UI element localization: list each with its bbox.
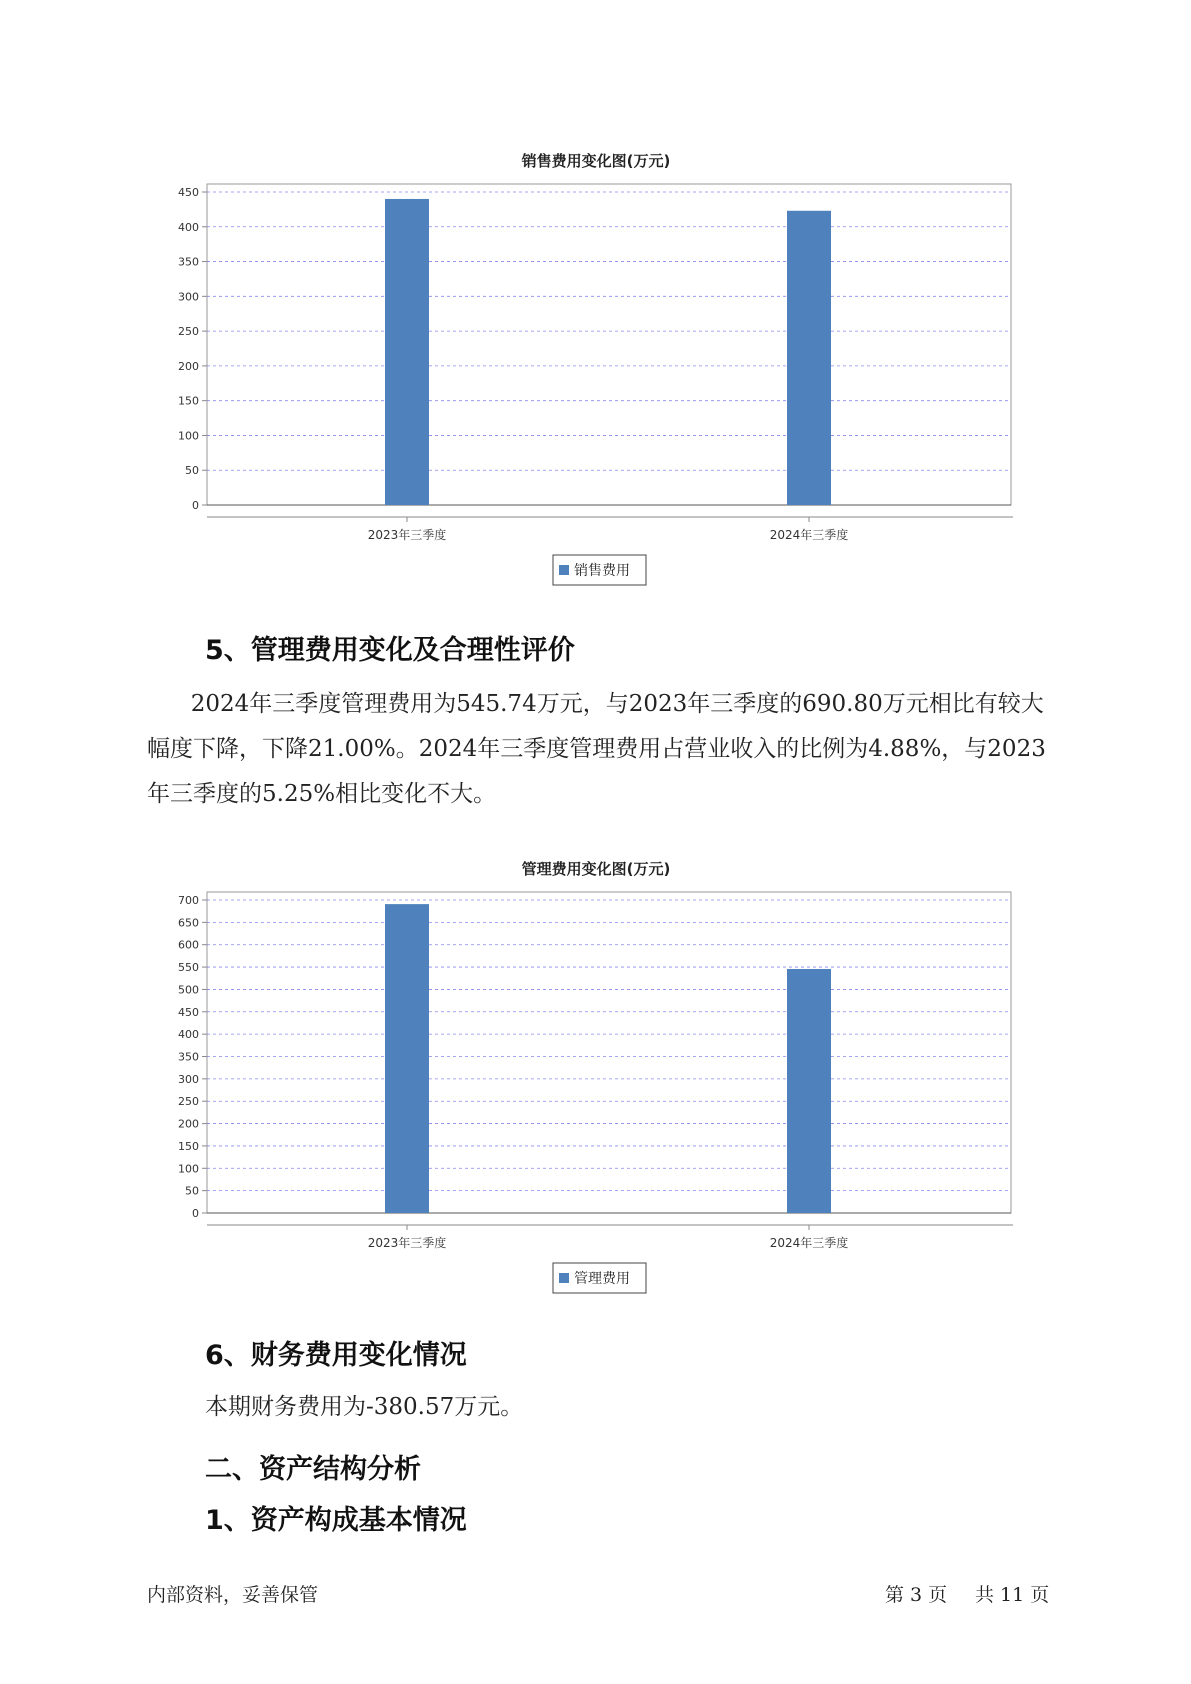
legend-swatch — [559, 1273, 569, 1283]
footer-total: 共 11 页 — [975, 1584, 1050, 1606]
y-tick-label: 200 — [178, 359, 199, 373]
mgmt-expense-heading: 5、管理费用变化及合理性评价 — [205, 635, 575, 666]
y-tick-label: 400 — [178, 1028, 199, 1042]
y-tick-label: 50 — [185, 1184, 199, 1198]
y-tick-label: 350 — [178, 1050, 199, 1064]
y-tick-label: 150 — [178, 1139, 199, 1153]
x-tick-label: 2023年三季度 — [367, 528, 447, 542]
y-tick-label: 450 — [178, 1005, 199, 1019]
sales-expense-chart — [0, 140, 1191, 600]
bar — [385, 199, 429, 505]
plot-area — [207, 892, 1011, 1213]
y-tick-label: 700 — [178, 894, 199, 907]
fin-expense-paragraph: 本期财务费用为-380.57万元。 — [205, 1394, 524, 1420]
fin-expense-heading: 6、财务费用变化情况 — [205, 1340, 467, 1371]
footer-page: 第 3 页 — [885, 1584, 948, 1606]
bar — [385, 904, 429, 1213]
sales-expense-chart-svg — [0, 140, 1191, 600]
y-tick-label: 100 — [178, 1162, 199, 1176]
y-tick-label: 100 — [178, 429, 199, 443]
y-tick-label: 300 — [178, 1072, 199, 1086]
mgmt-expense-chart-svg — [0, 848, 1191, 1308]
legend-swatch — [559, 565, 569, 575]
y-tick-label: 0 — [192, 499, 199, 512]
chart-title: 管理费用变化图(万元) — [521, 860, 671, 878]
y-tick-label: 150 — [178, 394, 199, 408]
x-tick-label: 2024年三季度 — [769, 1236, 849, 1250]
y-tick-label: 350 — [178, 255, 199, 269]
bar — [787, 969, 831, 1213]
plot-area — [207, 184, 1011, 505]
y-tick-label: 50 — [185, 464, 199, 478]
asset-structure-heading: 二、资产结构分析 — [205, 1454, 421, 1485]
asset-composition-heading: 1、资产构成基本情况 — [205, 1505, 467, 1536]
y-tick-label: 550 — [178, 961, 199, 975]
mgmt-expense-paragraph: 2024年三季度管理费用为545.74万元，与2023年三季度的690.80万元相比有较大幅度下降，下降21.00%。2024年三季度管理费用占营业收入的比例为4.88%，与2023年三季度的5.25%相比变化不大。 — [147, 691, 1046, 807]
y-tick-label: 300 — [178, 290, 199, 304]
legend-label: 销售费用 — [574, 563, 630, 579]
x-tick-label: 2024年三季度 — [769, 528, 849, 542]
y-tick-label: 0 — [192, 1207, 199, 1220]
y-tick-label: 600 — [178, 938, 199, 952]
y-tick-label: 650 — [178, 916, 199, 930]
footer-left: 内部资料，妥善保管 — [147, 1584, 319, 1606]
y-tick-label: 500 — [178, 983, 199, 997]
x-tick-label: 2023年三季度 — [367, 1236, 447, 1250]
y-tick-label: 450 — [178, 186, 199, 199]
chart-title: 销售费用变化图(万元) — [521, 152, 671, 170]
y-tick-label: 250 — [178, 325, 199, 339]
y-tick-label: 200 — [178, 1117, 199, 1131]
y-tick-label: 250 — [178, 1095, 199, 1109]
legend-label: 管理费用 — [574, 1271, 630, 1287]
y-tick-label: 400 — [178, 220, 199, 234]
mgmt-expense-chart — [0, 848, 1191, 1308]
bar — [787, 211, 831, 505]
